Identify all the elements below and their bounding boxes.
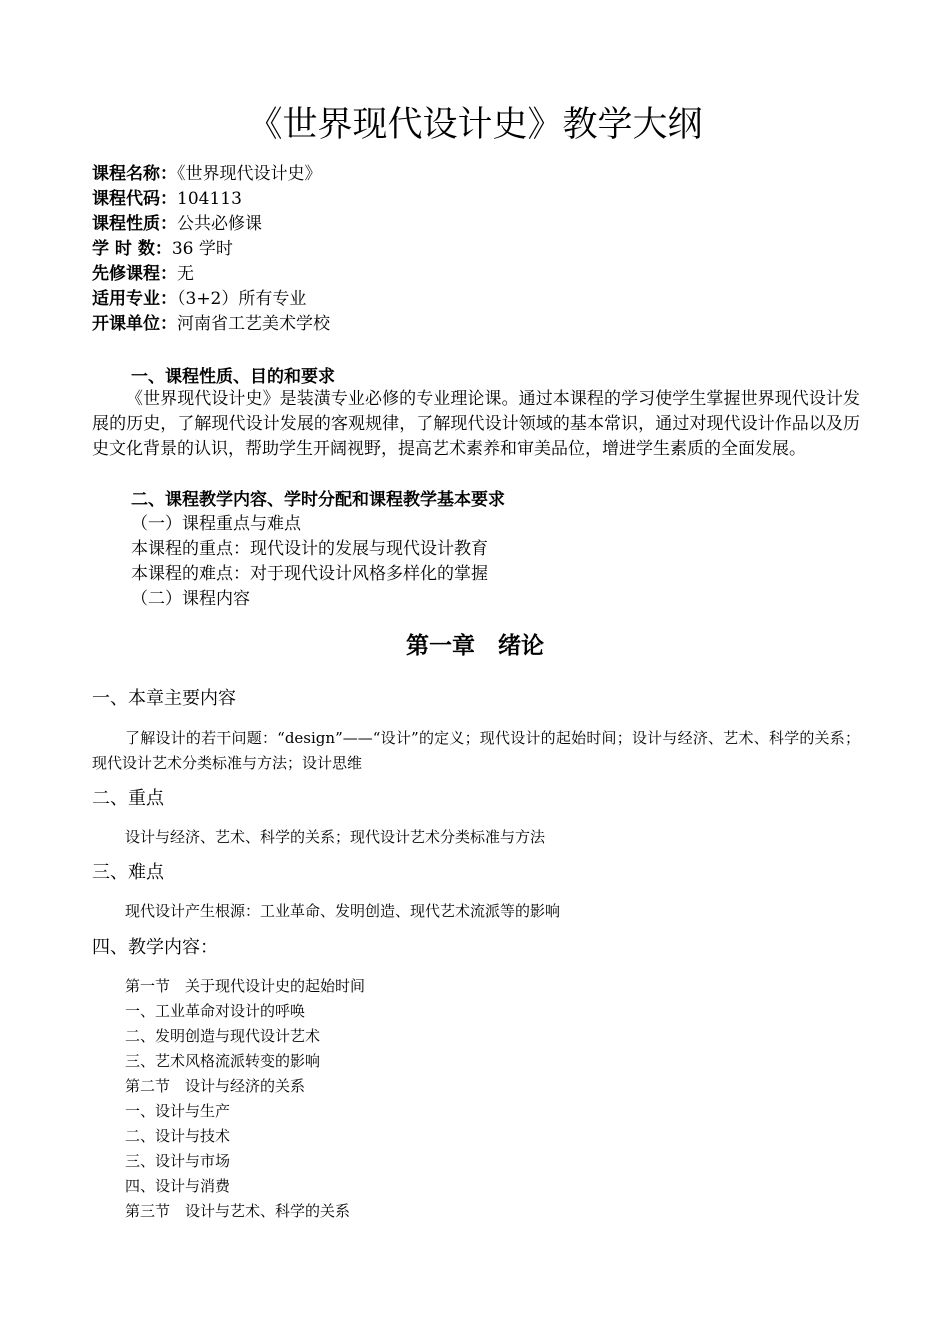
- list-item: 三、艺术风格流派转变的影响: [125, 1052, 321, 1070]
- info-row-majors: [92, 287, 306, 312]
- list-item: 第一节 关于现代设计史的起始时间: [125, 977, 366, 995]
- info-row-course-name: [92, 162, 322, 187]
- info-row-hours: [92, 237, 233, 262]
- info-row-department: [92, 312, 330, 337]
- chapter-title: 第一章 绪论: [406, 633, 544, 659]
- chapter-key-heading: 二、重点: [92, 788, 164, 809]
- list-item: 一、工业革命对设计的呼唤: [125, 1002, 306, 1020]
- info-key: 适用专业：: [92, 289, 177, 309]
- chapter-hard-heading: 三、难点: [92, 862, 164, 883]
- info-row-course-type: [92, 212, 262, 237]
- chapter-content-heading: 四、教学内容：: [92, 937, 218, 958]
- info-row-prerequisite: [92, 262, 194, 287]
- list-item: 一、设计与生产: [125, 1102, 231, 1120]
- info-value: 公共必修课: [177, 214, 262, 234]
- document-title: 《世界现代设计史》教学大纲: [247, 105, 703, 145]
- chapter-main-heading: 一、本章主要内容: [92, 688, 236, 709]
- info-key: 课程代码：: [92, 189, 177, 209]
- info-key: 课程名称：: [92, 164, 177, 184]
- info-key: 课程性质：: [92, 214, 177, 234]
- list-item: 二、发明创造与现代设计艺术: [125, 1027, 321, 1045]
- section1-paragraph: 《世界现代设计史》是装潢专业必修的专业理论课。通过本课程的学习使学生掌握世界现代设计发展的历史，了解现代设计发展的客观规律，了解现代设计领域的基本常识，通过对现代设计作品以及历史文化背景的认识，帮助学生开阔视野，提高艺术素养和审美品位，增进学生素质的全面发展。: [92, 389, 860, 459]
- info-value: 104113: [177, 189, 242, 209]
- info-value: （3+2）所有专业: [177, 289, 307, 309]
- info-key: 先修课程：: [92, 264, 177, 284]
- info-value: 《世界现代设计史》: [177, 164, 322, 184]
- info-key: 开课单位：: [92, 314, 177, 334]
- info-value: 河南省工艺美术学校: [177, 314, 330, 334]
- info-value: 36 学时: [171, 239, 233, 259]
- section1-heading: 一、课程性质、目的和要求: [131, 367, 335, 387]
- course-difficulty: 本课程的难点：对于现代设计风格多样化的掌握: [131, 564, 488, 584]
- list-item: 三、设计与市场: [125, 1152, 231, 1170]
- list-item: 四、设计与消费: [125, 1177, 231, 1195]
- chapter-main-text: 了解设计的若干问题：“design”——“设计”的定义；现代设计的起始时间；设计与经济、艺术、科学的关系；现代设计艺术分类标准与方法；设计思维: [92, 729, 860, 772]
- list-item: 第三节 设计与艺术、科学的关系: [125, 1202, 351, 1220]
- info-value: 无: [177, 264, 194, 284]
- course-focus: 本课程的重点：现代设计的发展与现代设计教育: [131, 539, 488, 559]
- info-row-course-code: [92, 187, 242, 212]
- chapter-hard-text: 现代设计产生根源：工业革命、发明创造、现代艺术流派等的影响: [125, 902, 561, 920]
- list-item: 第二节 设计与经济的关系: [125, 1077, 306, 1095]
- section2-heading: 二、课程教学内容、学时分配和课程教学基本要求: [131, 490, 505, 510]
- chapter-key-text: 设计与经济、艺术、科学的关系；现代设计艺术分类标准与方法: [125, 828, 546, 846]
- list-item: 二、设计与技术: [125, 1127, 231, 1145]
- info-key: 学 时 数：: [92, 239, 172, 259]
- subsection-focus-heading: （一）课程重点与难点: [131, 514, 301, 534]
- subsection-content-heading: （二）课程内容: [131, 589, 250, 609]
